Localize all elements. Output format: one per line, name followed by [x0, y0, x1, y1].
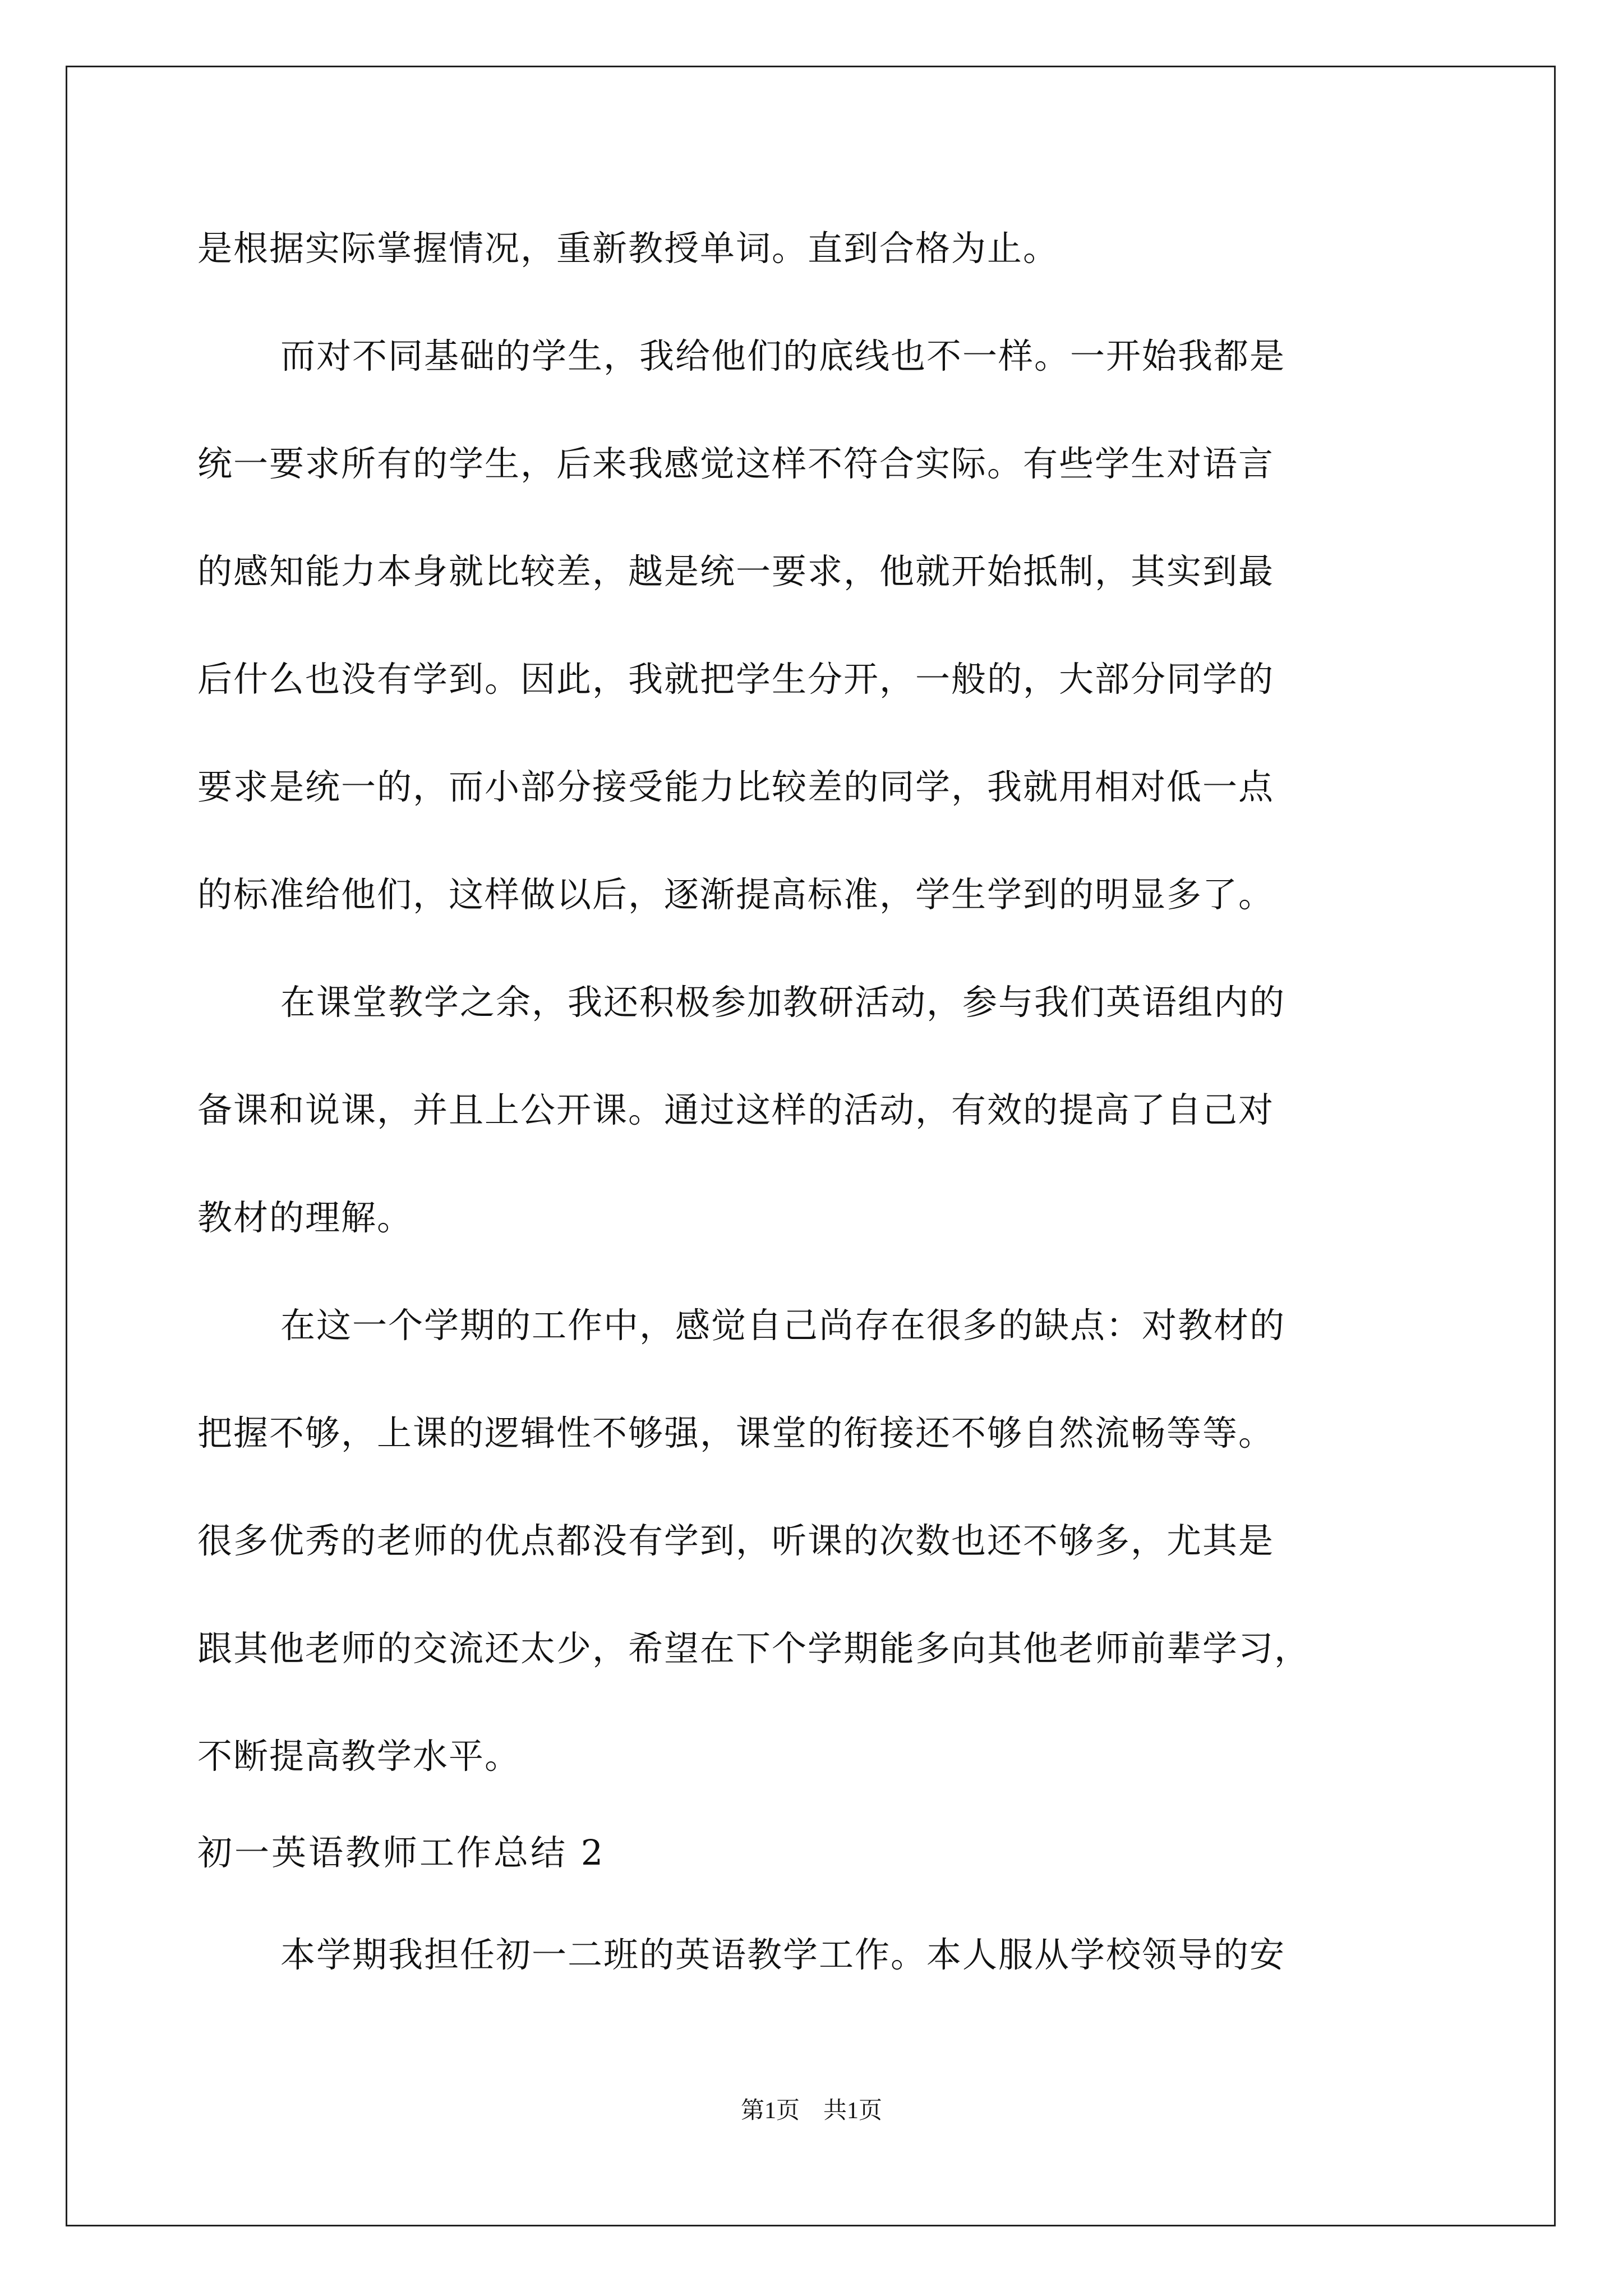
paragraph-line: 是根据实际掌握情况，重新教授单词。直到合格为止。 — [197, 228, 1059, 269]
paragraph-line: 要求是统一的，而小部分接受能力比较差的同学，我就用相对低一点 — [197, 766, 1275, 807]
paragraph-line: 的感知能力本身就比较差，越是统一要求，他就开始抵制，其实到最 — [197, 551, 1275, 592]
paragraph-line: 的标准给他们，这样做以后，逐渐提高标准，学生学到的明显多了。 — [197, 874, 1275, 915]
paragraph-line: 后什么也没有学到。因此，我就把学生分开，一般的，大部分同学的 — [197, 659, 1275, 700]
page-number-footer: 第1页 共1页 — [740, 2098, 882, 2124]
paragraph-line: 在这一个学期的工作中，感觉自己尚存在很多的缺点：对教材的 — [280, 1305, 1286, 1346]
paragraph-line: 跟其他老师的交流还太少，希望在下个学期能多向其他老师前辈学习， — [197, 1628, 1311, 1669]
paragraph-line: 在课堂教学之余，我还积极参加教研活动，参与我们英语组内的 — [280, 982, 1286, 1023]
paragraph-line: 统一要求所有的学生，后来我感觉这样不符合实际。有些学生对语言 — [197, 443, 1275, 484]
paragraph-line: 不断提高教学水平。 — [197, 1736, 521, 1777]
paragraph-line: 本学期我担任初一二班的英语教学工作。本人服从学校领导的安 — [280, 1934, 1286, 1975]
paragraph-line: 备课和说课，并且上公开课。通过这样的活动，有效的提高了自己对 — [197, 1089, 1275, 1130]
section-heading: 初一英语教师工作总结 2 — [197, 1832, 606, 1873]
paragraph-line: 而对不同基础的学生，我给他们的底线也不一样。一开始我都是 — [280, 335, 1286, 376]
paragraph-line: 教材的理解。 — [197, 1197, 413, 1238]
paragraph-line: 把握不够，上课的逻辑性不够强，课堂的衔接还不够自然流畅等等。 — [197, 1412, 1275, 1453]
page-border — [66, 66, 1556, 2226]
paragraph-line: 很多优秀的老师的优点都没有学到，听课的次数也还不够多，尤其是 — [197, 1520, 1275, 1561]
